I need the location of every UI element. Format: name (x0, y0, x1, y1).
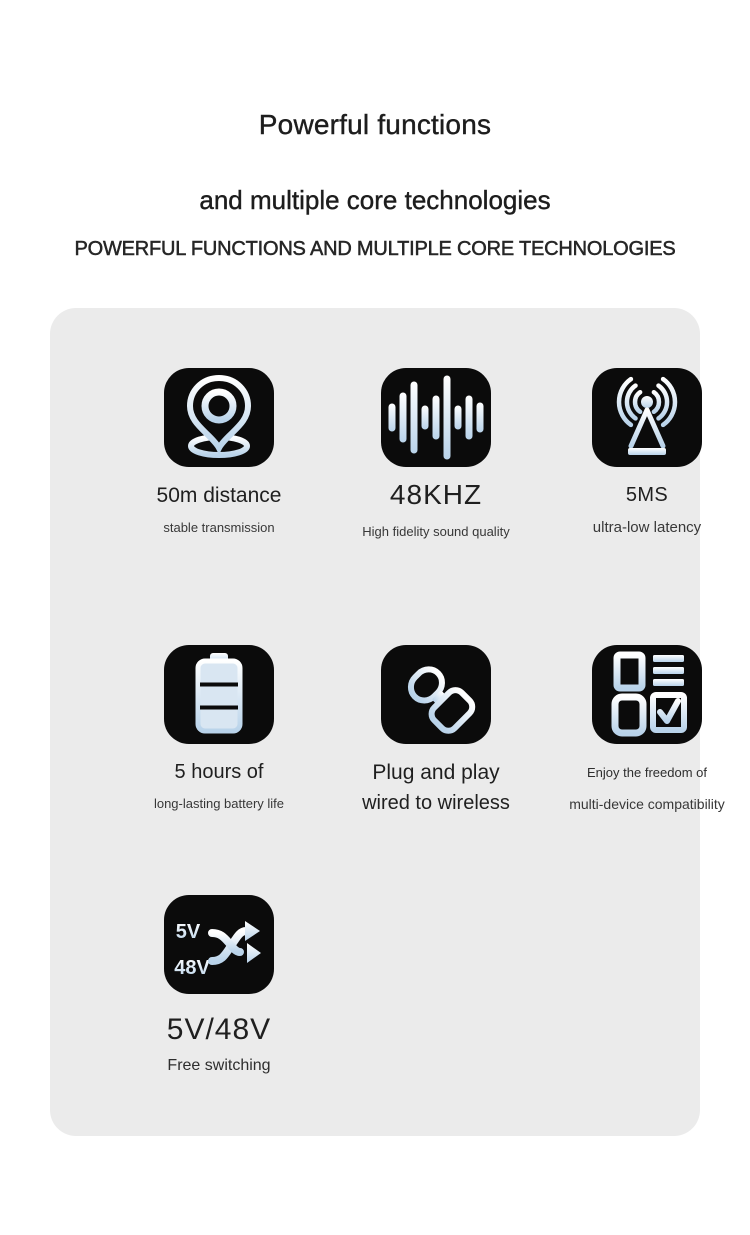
plug-connector-icon (381, 645, 491, 744)
audio-waveform-icon (381, 368, 491, 467)
icon-tile (164, 645, 274, 744)
feature-sound-quality (326, 368, 546, 539)
feature-title: 5 hours of (174, 761, 264, 783)
icon-tile (164, 368, 274, 467)
page-title-line2: and multiple core technologies (199, 185, 551, 215)
feature-subtitle: High fidelity sound quality (362, 523, 510, 539)
feature-multi-device (537, 645, 750, 813)
antenna-signal-icon (592, 368, 702, 467)
feature-subtitle: multi-device compatibility (569, 796, 725, 813)
feature-subtitle: stable transmission (163, 520, 275, 536)
feature-title: Enjoy the freedom of (587, 765, 707, 780)
location-pin-icon (164, 368, 274, 467)
multi-device-checklist-icon (592, 645, 702, 744)
feature-subtitle: ultra-low latency (592, 519, 702, 536)
feature-distance (109, 368, 329, 536)
features-panel (50, 308, 725, 1136)
feature-title: 50m distance (156, 484, 282, 507)
icon-tile (381, 368, 491, 467)
feature-voltage-switching (109, 895, 329, 1075)
feature-plug-and-play (326, 645, 546, 815)
feature-subtitle: long-lasting battery life (153, 796, 285, 811)
icon-tile (592, 645, 702, 744)
battery-icon (164, 645, 274, 744)
page-title-line1: Powerful functions (258, 109, 492, 140)
feature-latency (537, 368, 750, 537)
feature-battery-life (109, 645, 329, 812)
voltage-label-48v: 48V (174, 957, 210, 979)
icon-tile (592, 368, 702, 467)
page-subtitle-caps: POWERFUL FUNCTIONS AND MULTIPLE CORE TECHNOLOGIES (74, 238, 676, 260)
voltage-label-5v: 5V (175, 921, 201, 943)
feature-title: Plug and play (372, 761, 500, 784)
feature-subtitle: Free switching (167, 1057, 271, 1074)
voltage-switch-icon (164, 895, 274, 994)
feature-title: 48KHZ (389, 479, 483, 510)
icon-tile (381, 645, 491, 744)
icon-tile (164, 895, 274, 994)
feature-title: 5V/48V (166, 1013, 272, 1046)
feature-title: 5MS (625, 484, 669, 506)
feature-subtitle: wired to wireless (362, 792, 510, 815)
